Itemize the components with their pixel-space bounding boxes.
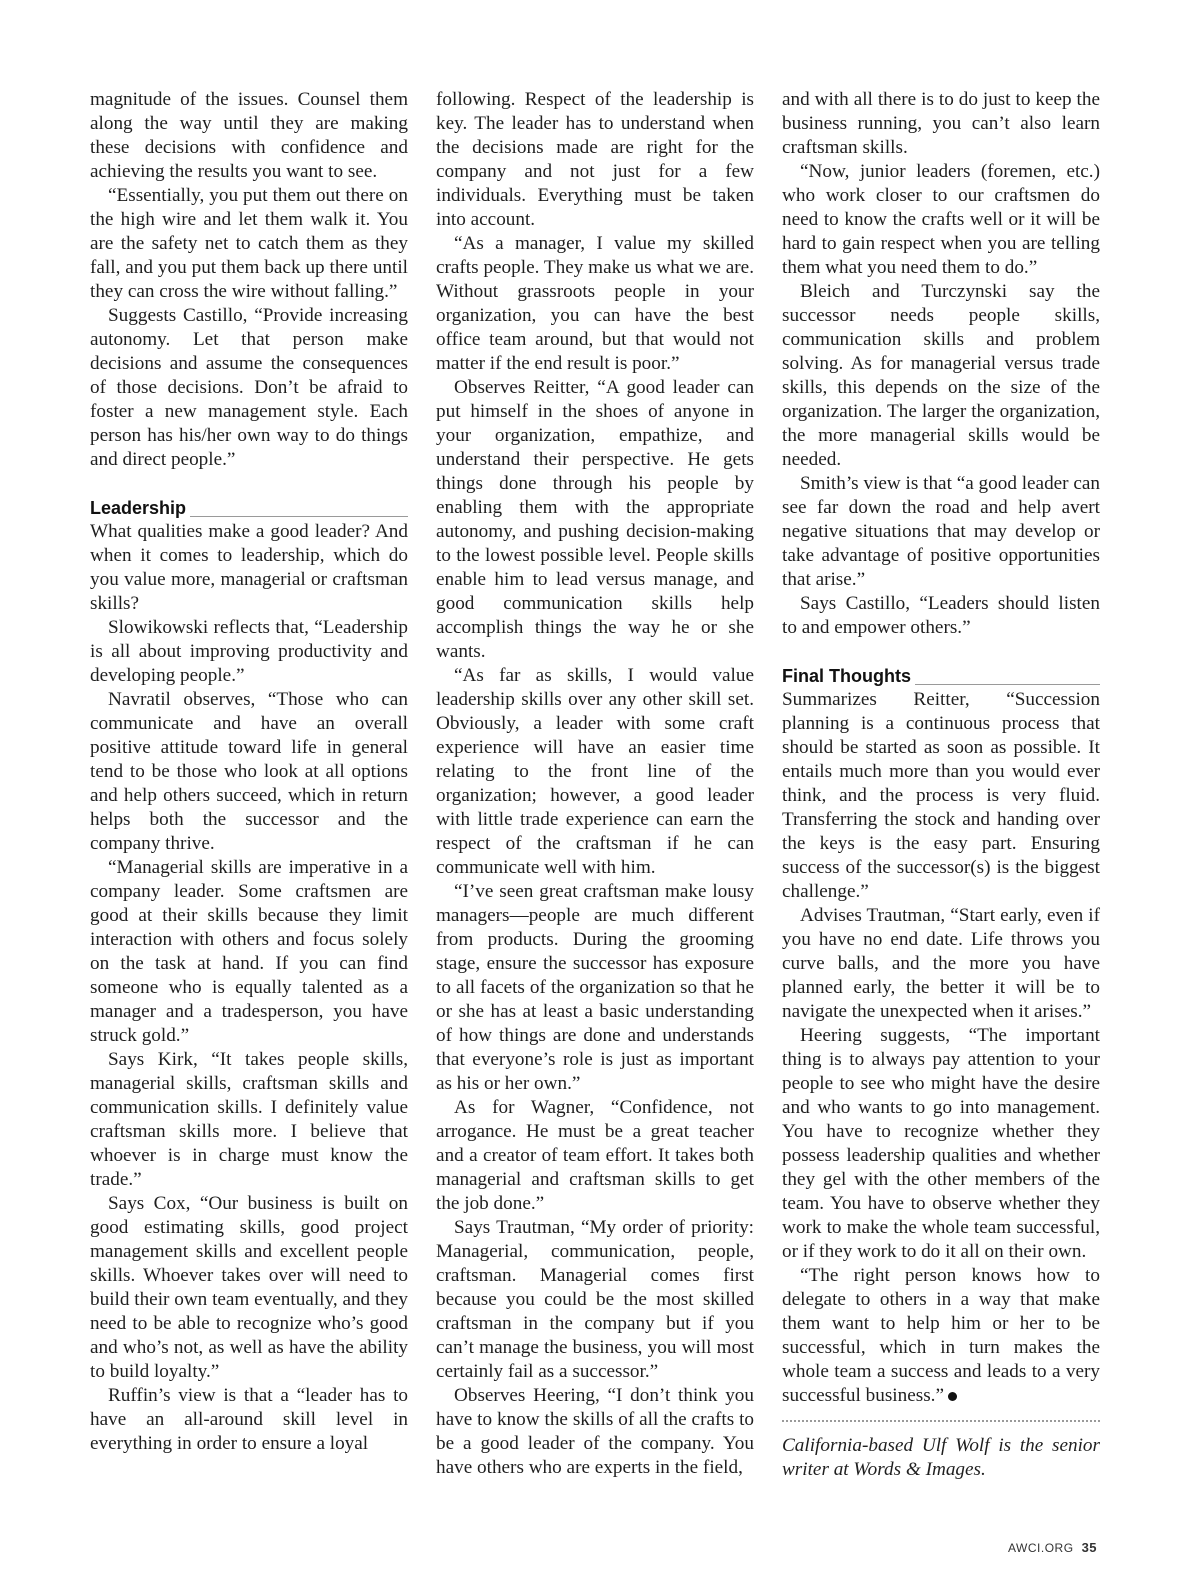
paragraph: Observes Reitter, “A good leader can put himself in the shoes of anyone in your organization, empathize, and understand their perspective. He gets things done through his people by enabling them with the appropriate autonomy, and pushing decision-making to the lowest possible level. People skills enable him to lead versus manage, and good communication skills help accomplish things the way he or she wants. (436, 377, 754, 662)
paragraph: Says Castillo, “Leaders should listen to and empower others.” (782, 593, 1100, 638)
heading-text: Final Thoughts (782, 666, 915, 686)
paragraph: Navratil observes, “Those who can communicate and have an overall positive attitude toward life in general tend to be those who look at all options and help others succeed, which in return helps both the successor and the company thrive. (90, 689, 408, 854)
section-heading-leadership (90, 496, 408, 520)
paragraph-text: “The right person knows how to delegate to others in a way that make them want to help him or her to be successful, which in turn makes the whole team a success and leads to a very successful business.” (782, 1265, 1100, 1406)
footer-site: AWCI.ORG (1008, 1541, 1074, 1555)
paragraph: Summarizes Reitter, “Succession planning is a continuous process that should be started as soon as possible. It entails much more than you would ever think, and the process is very fluid. Transferring the stock and handing over the keys is the easy part. Ensuring success of the successor(s) is the biggest challenge.” (782, 689, 1100, 902)
paragraph: “As far as skills, I would value leadership skills over any other skill set. Obviously, a leader with some craft experience will have an easier time relating to the front line of the organization; however, a good leader with little trade experience can earn the respect of the craftsman if he can communicate well with him. (436, 665, 754, 878)
column-1 (90, 88, 408, 1456)
page-number: 35 (1081, 1540, 1098, 1555)
paragraph: “Essentially, you put them out there on the high wire and let them walk it. You are the safety net to catch them as they fall, and you put them back up there until they can cross the wire without falling.” (90, 185, 408, 302)
paragraph: Says Trautman, “My order of priority: Managerial, communication, people, craftsman. Managerial comes first because you could be the most skilled craftsman in the company but if you can’t manage the business, you will most certainly fail as a successor.” (436, 1217, 754, 1382)
paragraph: Ruffin’s view is that a “leader has to have an all-around skill level in everything in order to ensure a loyal (90, 1385, 408, 1454)
paragraph: Advises Trautman, “Start early, even if you have no end date. Life throws you curve balls, and the more you have planned early, the better it will be to navigate the unexpected when it arises.” (782, 905, 1100, 1022)
dotted-divider (782, 1420, 1100, 1422)
paragraph: Heering suggests, “The important thing is to always pay attention to your people to see who might have the desire and who wants to go into management. You have to recognize whether they possess leadership qualities and whether they gel with the other members of the team. You have to observe whether they work to make the whole team successful, or if they work to do it all on their own. (782, 1025, 1100, 1262)
paragraph: Bleich and Turczynski say the successor needs people skills, communication skills and problem solving. As for managerial versus trade skills, this depends on the size of the organization. The larger the organization, the more managerial skills would be needed. (782, 281, 1100, 470)
page-footer (1008, 1540, 1097, 1555)
paragraph: following. Respect of the leadership is key. The leader has to understand when the decisions made are right for the company and not just for a few individuals. Everything must be taken into account. (436, 89, 754, 230)
paragraph: Slowikowski reflects that, “Leadership is all about improving productivity and developing people.” (90, 617, 408, 686)
paragraph: “Now, junior leaders (foremen, etc.) who work closer to our craftsmen do need to know the crafts well or it will be hard to gain respect when you are telling them what you need them to do.” (782, 161, 1100, 278)
paragraph: magnitude of the issues. Counsel them along the way until they are making these decisions with confidence and achieving the results you want to see. (90, 89, 408, 182)
paragraph: What qualities make a good leader? And when it comes to leadership, which do you value more, managerial or craftsman skills? (90, 521, 408, 614)
paragraph-final (782, 1264, 1100, 1408)
section-heading-final-thoughts (782, 664, 1100, 688)
paragraph: Smith’s view is that “a good leader can see far down the road and help avert negative situations that may develop or take advantage of positive opportunities that arise.” (782, 473, 1100, 590)
paragraph: As for Wagner, “Confidence, not arrogance. He must be a great teacher and a creator of team effort. It takes both managerial and craftsman skills to get the job done.” (436, 1097, 754, 1214)
column-3 (782, 88, 1100, 1482)
paragraph: “Managerial skills are imperative in a company leader. Some craftsmen are good at their skills because they limit interaction with others and focus solely on the task at hand. If you can find someone who is equally talented as a manager and a tradesperson, you have struck gold.” (90, 857, 408, 1046)
paragraph: Says Cox, “Our business is built on good estimating skills, good project management skills and excellent people skills. Whoever takes over will need to build their own team eventually, and they need to be able to recognize who’s good and who’s not, as well as have the ability to build loyalty.” (90, 1193, 408, 1382)
paragraph: “I’ve seen great craftsman make lousy managers—people are much different from products. During the grooming stage, ensure the successor has exposure to all facets of the organization so that he or she has at least a basic understanding of how things are done and understands that everyone’s role is just as important as his or her own.” (436, 881, 754, 1094)
paragraph: and with all there is to do just to keep the business running, you can’t also learn craftsman skills. (782, 89, 1100, 158)
end-mark-icon (948, 1392, 957, 1401)
paragraph: Suggests Castillo, “Provide increasing autonomy. Let that person make decisions and assume the consequences of those decisions. Don’t be afraid to foster a new management style. Each person has his/her own way to do things and direct people.” (90, 305, 408, 470)
paragraph: “As a manager, I value my skilled crafts people. They make us what we are. Without grassroots people in your organization, you can have the best office team around, but that would not matter if the end result is poor.” (436, 233, 754, 374)
paragraph: Says Kirk, “It takes people skills, managerial skills, craftsman skills and communication skills. I definitely value craftsman skills more. I believe that whoever is in charge must know the trade.” (90, 1049, 408, 1190)
paragraph: Observes Heering, “I don’t think you have to know the skills of all the crafts to be a good leader of the company. You have others who are experts in the field, (436, 1385, 754, 1478)
author-bio: California-based Ulf Wolf is the senior writer at Words & Images. (782, 1435, 1100, 1480)
column-2 (436, 88, 754, 1480)
heading-text: Leadership (90, 498, 190, 518)
